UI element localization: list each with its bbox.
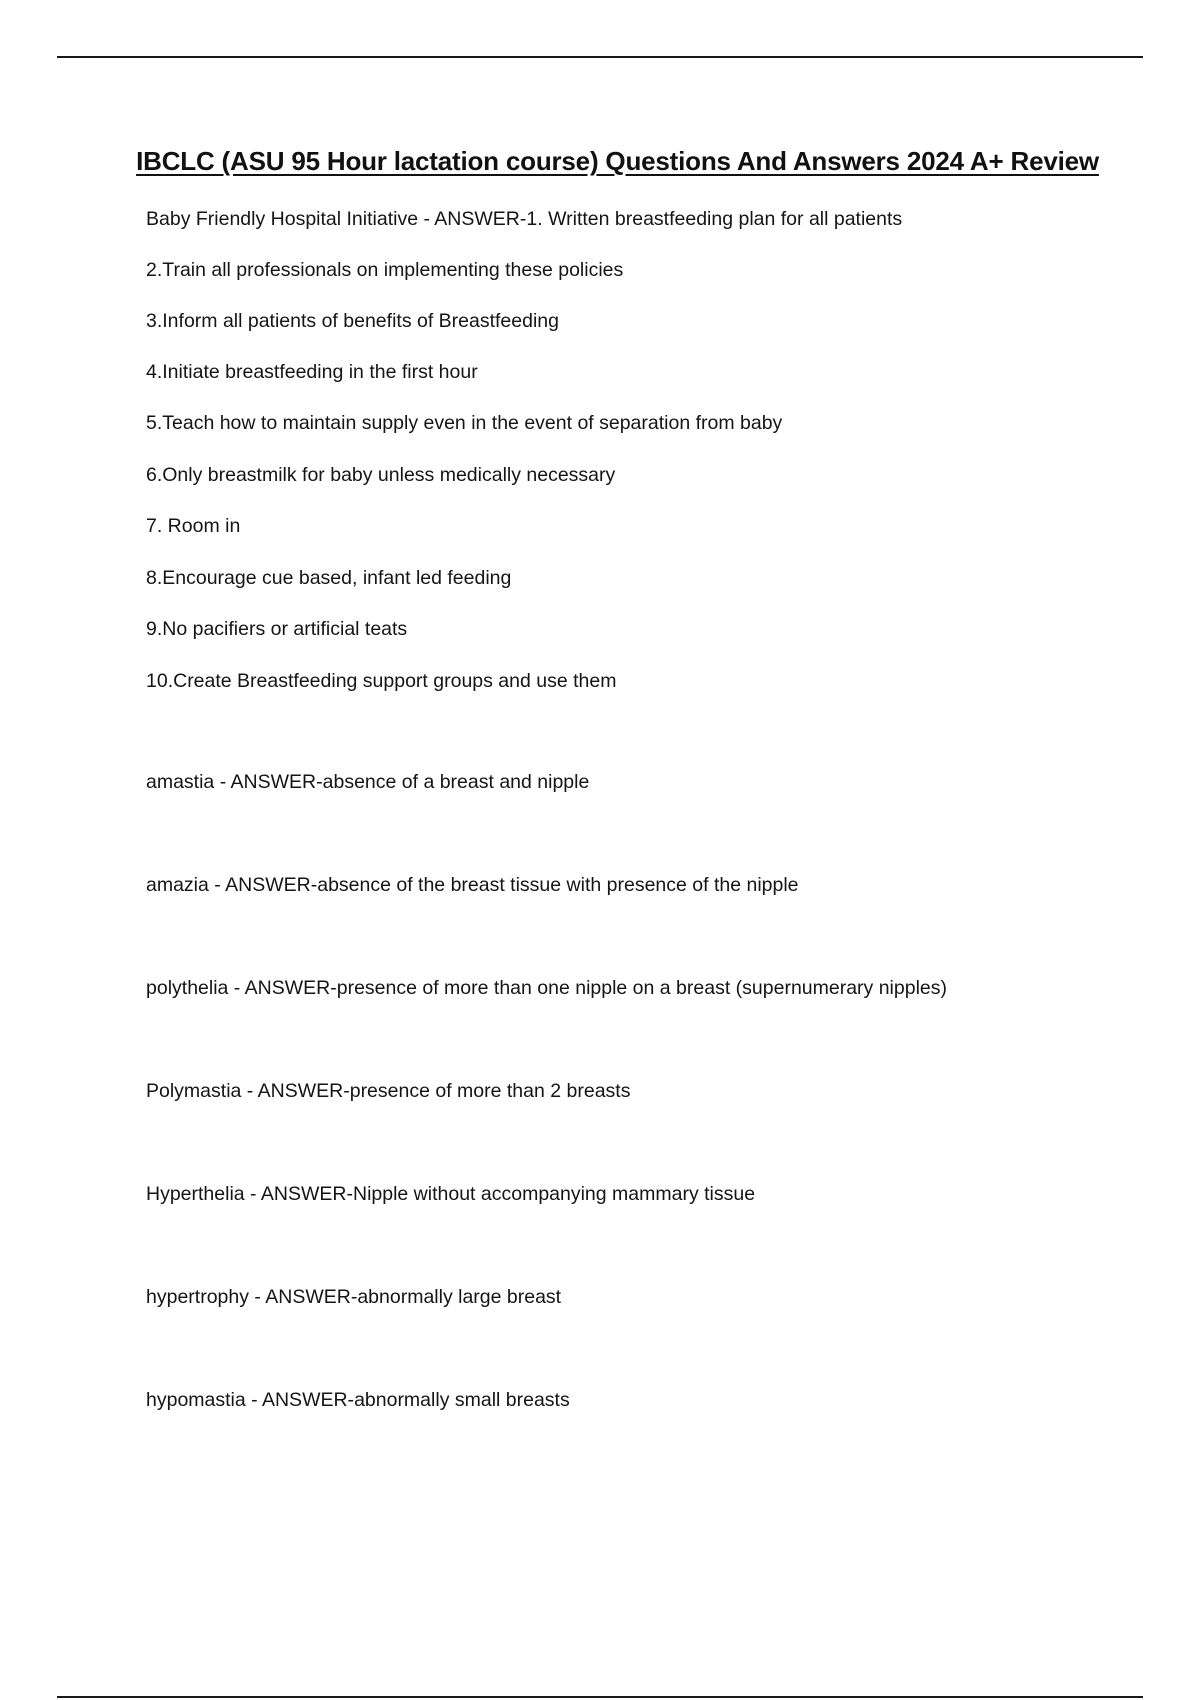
bfhi-step: 9.No pacifiers or artificial teats [146, 618, 408, 640]
bfhi-first-line [146, 207, 902, 231]
qa-answer: presence of more than one nipple on a breast (supernumerary nipples) [336, 977, 948, 999]
bfhi-step: 6.Only breastmilk for baby unless medically necessary [146, 464, 616, 486]
qa-answer: abnormally large breast [357, 1286, 562, 1308]
answer-separator: - ANSWER- [208, 874, 318, 896]
answer-separator: - ANSWER- [241, 1080, 350, 1102]
qa-term: polythelia [146, 977, 229, 999]
bottom-rule [57, 1696, 1143, 1698]
qa-item [146, 1182, 755, 1206]
qa-answer: abnormally small breasts [354, 1389, 570, 1411]
bfhi-step: 5.Teach how to maintain supply even in the event of separation from baby [146, 412, 783, 434]
bfhi-step: 1. Written breastfeeding plan for all patients [526, 208, 903, 230]
bfhi-step: 4.Initiate breastfeeding in the first hour [146, 361, 478, 383]
qa-item [146, 1285, 561, 1309]
qa-item [146, 873, 799, 897]
answer-separator: - ANSWER- [418, 208, 527, 230]
qa-term: hypomastia [146, 1389, 246, 1411]
document-title: IBCLC (ASU 95 Hour lactation course) Questions And Answers 2024 A+ Review [136, 146, 1099, 176]
bfhi-step: 2.Train all professionals on implementing these policies [146, 259, 624, 281]
qa-item [146, 1079, 630, 1103]
answer-separator: - ANSWER- [244, 1183, 353, 1205]
bfhi-step: 10.Create Breastfeeding support groups and use them [146, 670, 617, 692]
qa-answer: absence of the breast tissue with presence of the nipple [317, 874, 799, 896]
qa-item [146, 1388, 570, 1412]
qa-term: amazia [146, 874, 209, 896]
answer-separator: - ANSWER- [245, 1389, 355, 1411]
qa-term: amastia [146, 771, 215, 793]
answer-separator: - ANSWER- [228, 977, 337, 999]
qa-term: Polymastia [146, 1080, 242, 1102]
qa-answer: presence of more than 2 breasts [349, 1080, 631, 1102]
qa-item [146, 976, 947, 1000]
qa-term: hypertrophy [146, 1286, 249, 1308]
qa-item [146, 770, 589, 794]
bfhi-step: 7. Room in [146, 515, 241, 537]
qa-term: Hyperthelia [146, 1183, 245, 1205]
bfhi-step: 3.Inform all patients of benefits of Breastfeeding [146, 310, 559, 332]
bfhi-step: 8.Encourage cue based, infant led feeding [146, 567, 512, 589]
top-rule [57, 56, 1143, 58]
qa-answer: Nipple without accompanying mammary tissue [352, 1183, 756, 1205]
answer-separator: - ANSWER- [214, 771, 323, 793]
answer-separator: - ANSWER- [248, 1286, 358, 1308]
qa-answer: absence of a breast and nipple [322, 771, 590, 793]
bfhi-term: Baby Friendly Hospital Initiative [146, 208, 419, 230]
